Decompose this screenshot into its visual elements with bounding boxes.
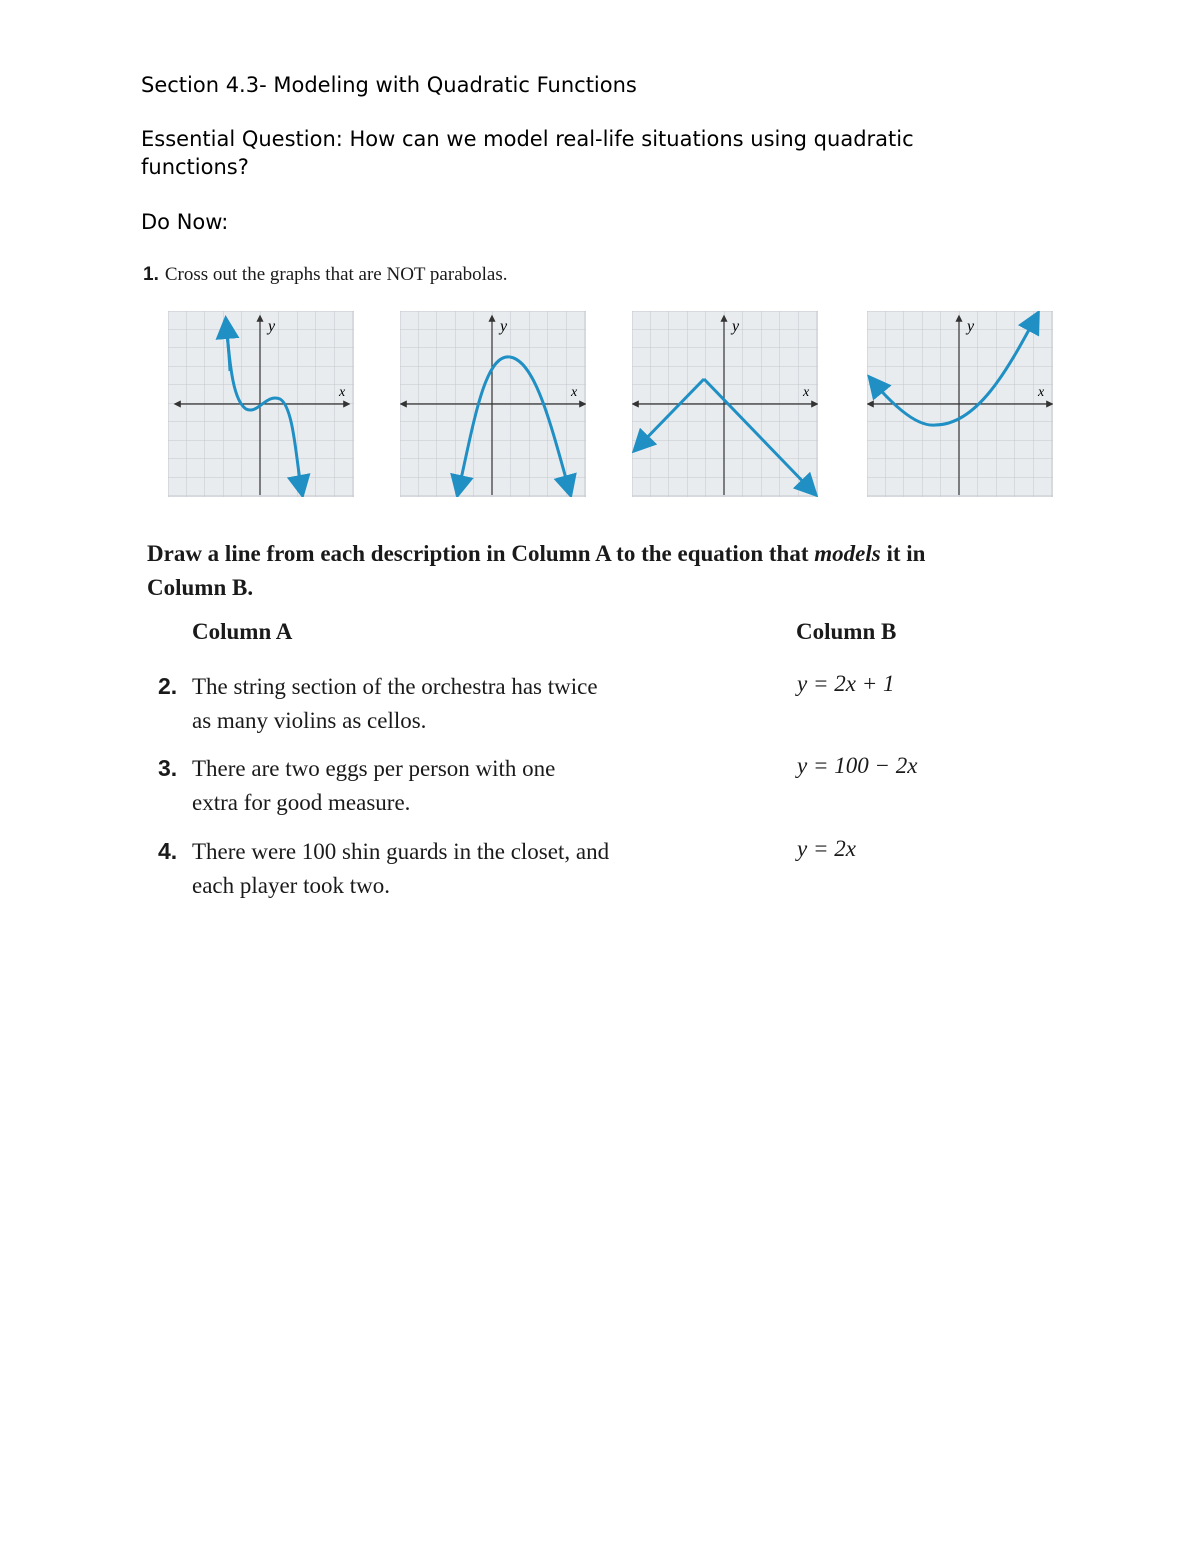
item-number: 4. <box>158 838 178 864</box>
question-text: Cross out the graphs that are NOT parabolas. <box>164 264 508 285</box>
item-number: 3. <box>158 755 178 781</box>
graph-parabola-up-svg <box>867 311 1053 497</box>
item-text-cont: extra for good measure. <box>192 790 411 815</box>
graph-parabola-down-svg <box>400 311 586 497</box>
list-item <box>158 751 718 820</box>
instruction-text: Draw a line from each description in Column A to the equation that <box>147 541 815 566</box>
item-number: 2. <box>158 673 178 699</box>
item-text: The string section of the orchestra has twice <box>192 674 598 699</box>
item-text-cont: each player took two. <box>192 873 390 898</box>
section-title: Section 4.3- Modeling with Quadratic Functions <box>141 73 637 97</box>
y-label: y <box>967 318 975 335</box>
question-number: 1. <box>143 264 159 285</box>
y-label: y <box>732 318 740 335</box>
instruction-line2: Column B. <box>147 575 254 600</box>
y-label: y <box>268 318 276 335</box>
instruction-text-end: it in <box>880 541 926 566</box>
graph-cubic[interactable] <box>168 311 354 497</box>
essential-question-cont: functions? <box>141 155 249 179</box>
equation-2: y = 100 − 2x <box>797 753 918 778</box>
graph-parabola-up[interactable] <box>867 311 1053 497</box>
do-now-label: Do Now: <box>141 210 229 234</box>
equation-3: y = 2x <box>797 836 856 861</box>
x-label: x <box>339 385 346 400</box>
x-label: x <box>1038 385 1045 400</box>
column-b-header: Column B <box>796 619 897 644</box>
list-item <box>158 669 718 738</box>
x-label: x <box>571 385 578 400</box>
column-a-header: Column A <box>192 619 293 644</box>
graph-cubic-svg <box>168 311 354 497</box>
x-label: x <box>803 385 810 400</box>
matching-instruction <box>147 537 1067 605</box>
graph-absolute-value[interactable] <box>632 311 818 497</box>
question-1 <box>143 264 507 286</box>
equation-1: y = 2x + 1 <box>797 671 895 696</box>
instruction-emphasis: models <box>814 541 881 566</box>
item-text: There were 100 shin guards in the closet, and <box>192 839 610 864</box>
essential-question: Essential Question: How can we model real-life situations using quadratic <box>141 127 914 151</box>
graph-absolute-value-svg <box>632 311 818 497</box>
y-label: y <box>500 318 508 335</box>
graph-parabola-down[interactable] <box>400 311 586 497</box>
item-text: There are two eggs per person with one <box>192 756 556 781</box>
list-item <box>158 834 738 903</box>
item-text-cont: as many violins as cellos. <box>192 708 427 733</box>
